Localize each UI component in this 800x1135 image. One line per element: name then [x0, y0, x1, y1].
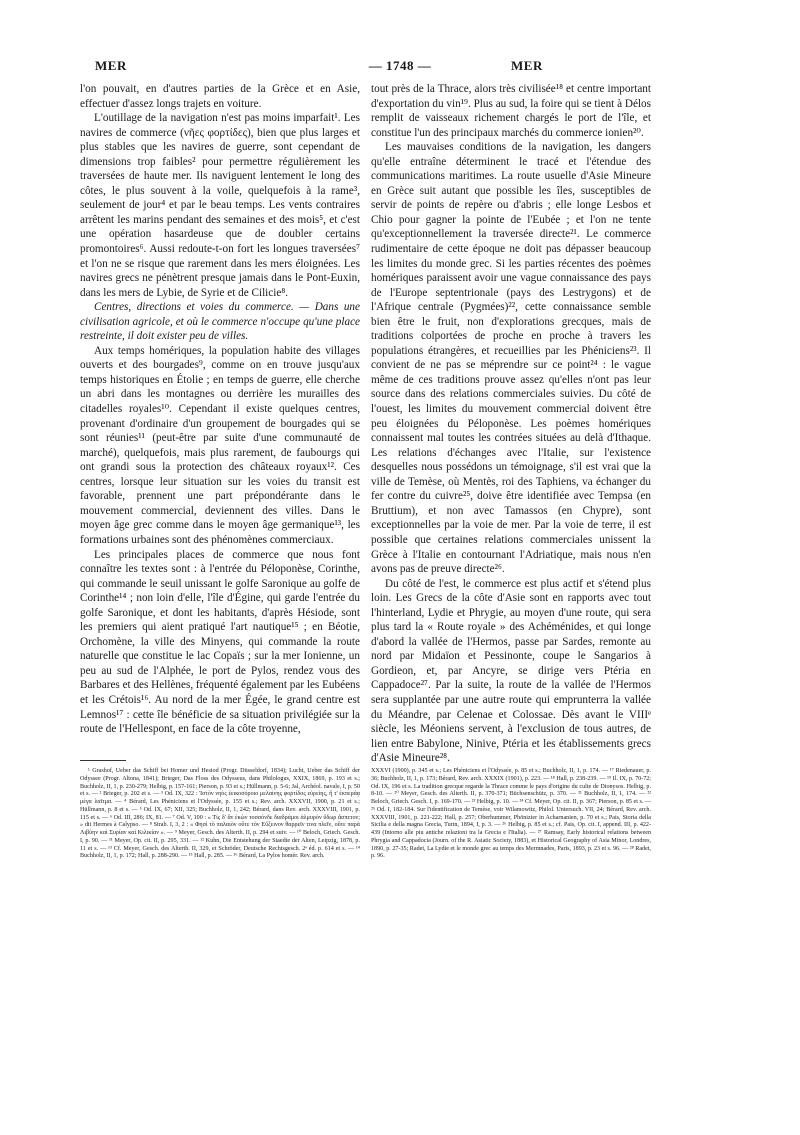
running-head-right: MER: [511, 58, 543, 73]
paragraph: Aux temps homériques, la population habite des villages ouverts et des bourgades⁹, comme on en trouve jusqu'aux temps historiques en Étolie ; en temps de guerre, elle cherche un abri dans les montagnes ou derrière les murailles des citadelles royales¹⁰. Cependant il existe quelques centres, provenant d'ordinaire d'un groupement de bourgades qui se sont réunies¹¹ (peut-être par suite d'une communauté de marché), quelquefois, mais plus rarement, de faubourgs qui ont grandi sous la protection des châteaux royaux¹². Ces centres, lorsque leur situation sur les voies du transit est favorable, prennent une part prépondérante dans le mouvement commercial, deviennent des villes. Dans le moyen âge grec comme dans le moyen âge germanique¹³, les formations urbaines sont des phénomènes commerciaux.: [80, 344, 360, 546]
paragraph: Les mauvaises conditions de la navigation, les dangers qu'elle entraîne déterminent le tracé et l'étendue des communications maritimes. La route usuelle d'Asie Mineure en Grèce suit autant que possible les îles, susceptibles de servir de points de repère ou d'abris ; elle longe Lesbos et Chio pour gagner la pointe de l'Eubée ; et l'on ne tente qu'exceptionnellement la traversée directe²¹. Le commerce rudimentaire de cette époque ne doit pas dépasser beaucoup les limites du monde grec. Si les parties récentes des poèmes homériques paraissent avoir une vague connaissance des pays de l'Europe septentrionale (pays des Lestrygons) et de l'Afrique centrale (Pygmées)²², cette connaissance semble bien être le fruit, non d'explorations grecques, mais de traditions colportées de proche en proche à travers les populations étrangères, et recueillies par les Phéniciens²³. Il convient de ne pas se méprendre sur ce point²⁴ : le vague même de ces traditions prouve assez qu'elles n'ont pas leur source dans des relations commerciales suivies. Du côté de l'ouest, les limites du mouvement commercial doivent être peu éloignées du Péloponèse. Les poèmes homériques connaissent mal toutes les contrées situées au delà d'Ithaque. Les relations d'échanges avec l'Italie, sur l'existence desquelles nous possédons un témoignage, s'il est vrai que la ville de Temèse, où Mentès, roi des Taphiens, va échanger du fer contre du cuivre²⁵, doive être identifiée avec Tempsa (en Bruttium), et non avec Tamassos (en Chypre), sont exceptionnelles par la voie de mer. Par la voie de terre, il est possible que certaines relations commerciales unissent la Grèce à l'Italie en contournant l'Adriatique, mais nous n'en avons pas de preuve directe²⁶.: [371, 141, 651, 576]
footnote-block: ¹ Grashof, Ueber das Schiff bei Homer und Hesiod (Progr. Düsseldorf, 1834); Lucht, Ueber das Schiff der Odyssee (Progr. Altona, 1841); Brieger, Das Floss des Odysseus, dans Philologus, XXIX, 1869, p. 193 et s.; Buchholz, II, 1, p. 230-279; Helbig, p. 157-161; Pierson, p. 93 et s.; Hüllmann, p. 5-6; Jal, Archéol. navale, I, p. 50 et s. — ² Brieger, p. 202 et s. — ³ Od. IX, 322 : Ἱστὸν νηὸς ἐεικοσόροιο μελαίνης φορτίδος εὐρείης, ἥ τ' ἐκπεράᾳ μέγα λαῖτμα. — ⁴ Bérard, Les Phéniciens et l'Odyssée, p. 155 et s.; Rev. arch. XXXVII, 1900, p. 21 et s.; Hüllmann, p. 8 et s. — ⁵ Od. IX, 67; XII, 325; Buchholz, II, 1, 242; Bérard, dans Rev. arch. XXXVIII, 1901, p. 115 et s. — ⁶ Od. III, 286; IX, 81. — ⁷ Od. V, 100 : « Τίς δ' ἂν ἑκὼν τοσσόνδε διαδράμοι ἁλμυρὸν ὕδωρ ἄσπετον; » dit Hermes à Calypso. — ⁸ Strab. I, 3, 2 : « Φησὶ τὸ παλαιὸν οὔτε τὸν Εὔξεινον θαρρεῖν τινα πλεῖν, οὔτε παρὰ Λιβύην καὶ Συρίαν καὶ Κιλικίαν ». — ⁹ Meyer, Gesch. des Alterth. II, p. 294 et suiv. — ¹⁰ Beloch, Griech. Gesch. I, p. 90. — ¹¹ Meyer, Op. cit. II, p. 295, 331. — ¹² Kuhn, Die Entstehung der Staedte der Alten, Leipzig, 1878, p. 11 et s. — ¹³ Cf. Meyer, Gesch. des Alterth. II, 329, et Schröder, Deutsche Rechtsgesch. 2ᵉ éd. p. 614 et s. — ¹⁴ Buchholz, II, 1, p. 172; Hall, p. 288-290. — ¹⁵ Hall, p. 285. — ¹⁶ Bérard, La Pylos homér. Rev. arch.: [80, 768, 360, 860]
right-column: [371, 82, 651, 766]
paragraph: Centres, directions et voies du commerce. — Dans une civilisation agricole, et où le commerce n'occupe qu'une place restreinte, il doit exister peu de villes.: [80, 301, 360, 343]
paragraph: Du côté de l'est, le commerce est plus actif et s'étend plus loin. Les Grecs de la côte d'Asie sont en rapports avec tout l'hinterland, Lydie et Phrygie, au moyen d'une route, qui sera plus tard la « Route royale » des Achéménides, et qui longe d'abord la vallée de l'Hermos, passe par Sardes, remonte au nord par Midaïon et Pessinonte, coupe le Sangarios à Gordieon, et, par Ancyre, se dirige vers Ptéria en Cappadoce²⁷. Par la suite, la route de la vallée de l'Hermos sera supplantée par une autre route qui emprunterra la vallée du Méandre, par Celenae et Colossae. Dès avant le VIIIᵉ siècle, les Méoniens servent, à l'exclusion de tous autres, de lien entre Babylone, Ninive, Ptéria et les établissements grecs d'Asie Mineure²⁸.: [371, 577, 651, 765]
footnote-block: XXXVI (1900), p. 345 et s.; Les Phéniciens et l'Odyssée, p. 85 et s.; Buchholz, II, 1, p. 174. — ¹⁷ Riedenauer, p. 36; Buchholz, II, 1, p. 173; Bérard, Rev. arch. XXXIX (1901), p. 223. — ¹⁸ Hall, p. 238-239. — ¹⁹ Il. IX, p. 70-72; Od. IX, 196 et s. La tradition grecque regarde la Thrace comme le pays d'origine du culte de Dionysos. Helbig, p. 8-10. — ²⁰ Meyer, Gesch. des Alterth. II, p. 370-371; Büchsenschütz, p. 370. — ²¹ Buchholz, II, 1, 174. — ²² Beloch, Griech. Gesch. I, p. 169-170. — ²³ Helbig, p. 10. — ²⁴ Cf. Meyer, Op. cit. II, p. 367; Pierson, p. 85 et s. — ²⁵ Od. I, 182-184. Sur l'identification de Temèse, voir Wilamowitz, Philol. Untersuch. VII, 24; Bérard, Rev. arch. XXXVIII, 1901, p. 221-222; Hall, p. 257; Oberhummer, Phönizier in Acharnanien, p. 70 et s.; Pais, Storia della Sicilia e della magna Grecia, Turin, 1894, I, p. 3. — ²⁶ Helbig, p. 85 et s.; cf. Pais, Op. cit. I, append. III, p. 422-439 (Intorno alle piu antiche relazioni tra la Grecia e l'Italia). — ²⁷ Ramsay, Early historical relations between Phrygia and Cappadocia (Journ. of the R. Asiatic Society, 1883), et Historical Geography of Asia Minor, Londres, 1890, p. 27-35; Radet, La Lydie et le monde grec au temps des Mermnades, Paris, 1893, p. 23 et s. 96. — ²⁸ Radet, p. 96.: [371, 768, 651, 860]
left-column: [80, 82, 360, 737]
paragraph: L'outillage de la navigation n'est pas moins imparfait¹. Les navires de commerce (νῆες φορτίδες), bien que plus larges et plus stables que les navires de guerre, sont cependant de dimensions trop faibles² pour permettre régulièrement les traversées de haute mer. Ils naviguent lentement le long des côtes, le plus souvent à la voile, quelquefois à la rame³, seulement de jour⁴ et par le beau temps. Les vents contraires arrêtent les marins pendant des semaines et des mois⁵, et c'est une opération hasardeuse que de doubler certains promontoires⁶. Aussi redoute-t-on fort les longues traversées⁷ et l'on ne se risque que rarement dans les mers éloignées. Les navires grecs ne pénètrent presque jamais dans le Pont-Euxin, dans les mers de Lybie, de Syrie et de Cilicie⁸.: [80, 112, 360, 299]
left-footnotes: [80, 768, 360, 861]
paragraph: l'on pouvait, en d'autres parties de la Grèce et en Asie, effectuer d'assez longs trajets en voiture.: [80, 83, 360, 110]
paragraph: tout près de la Thrace, alors très civilisée¹⁸ et centre important d'exportation du vin¹⁹. Plus au sud, la foire qui se tient à Délos remplit de vaisseaux richement chargés le port de l'île, et constitue l'un des principaux marchés du commerce ionien²⁰.: [371, 83, 651, 139]
footnote-rule: [80, 760, 126, 761]
page-number: — 1748 —: [368, 58, 432, 73]
running-head-left: MER: [95, 58, 127, 73]
paragraph: Les principales places de commerce que nous font connaître les textes sont : à l'entrée du Péloponèse, Corinthe, qui commande le seuil unissant le golfe Saronique au golfe de Corinthe¹⁴ ; non loin d'elle, l'île d'Égine, qui garde l'entrée du golfe Saronique, et dont les habitants, d'après Hésiode, sont les premiers qui aient pratiqué l'art nautique¹⁵ ; en Béotie, Orchomène, la ville des Minyens, qui commande la route naturelle que constitue le lac Copaïs ; sur la mer Ionienne, un peu au sud de l'Alphée, le port de Pylos, rendez vous des Barbares et des Hellènes, fréquenté également par les Eubéens et les Crétois¹⁶. Au nord de la mer Égée, le grand centre est Lemnos¹⁷ : cette île bénéficie de sa situation privilégiée sur la route de l'Hellespont, en face de la côte troyenne,: [80, 548, 360, 736]
right-footnotes: [371, 768, 651, 861]
